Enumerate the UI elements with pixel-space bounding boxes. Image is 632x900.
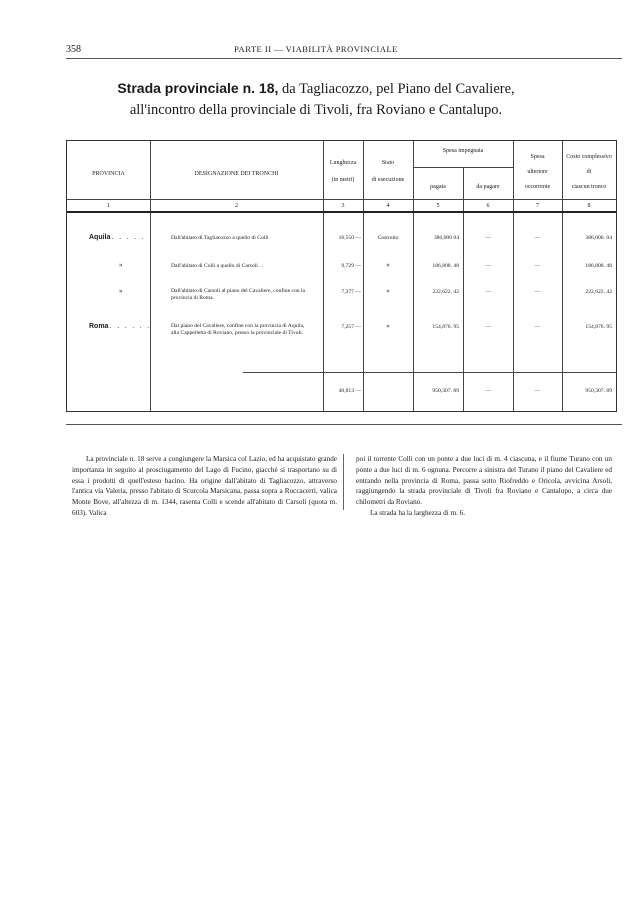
pagata-cell: 222,622. 42: [432, 289, 459, 295]
title-line1: da Tagliacozzo, pel Piano del Cavaliere,: [282, 81, 515, 97]
provincia-name: Aquila: [89, 234, 111, 241]
designazione-cell: Dall'abitato di Tagliacozzo a quello di Colli: [171, 235, 269, 241]
costo-cell: 222,622. 42: [585, 289, 612, 295]
costo-cell: 386,000. 04: [585, 235, 612, 241]
header-provincia: PROVINCIA: [92, 171, 125, 177]
table-row: [89, 323, 151, 331]
designazione-cell: Dall'abitato di Colli a quello di Carsoli . .: [171, 263, 264, 269]
total-da-pagare: —: [485, 388, 491, 394]
header-subrule: [413, 167, 513, 168]
totals-rule: [243, 372, 616, 373]
ulteriore-cell: —: [534, 235, 541, 241]
colnum: 5: [436, 203, 440, 209]
colnum: 4: [386, 203, 390, 209]
da-pagare-cell: —: [485, 289, 491, 295]
text-rule: [66, 424, 622, 425]
pagata-cell: 154,876. 95: [432, 324, 459, 330]
header-costo-l3: ciascun tronco: [571, 184, 607, 190]
header-lunghezza-l2: (in metri): [331, 177, 355, 183]
header-lunghezza: [323, 159, 363, 185]
page-title: [0, 78, 632, 121]
header-rule: [66, 58, 622, 59]
header-stato: [363, 159, 413, 185]
total-ulteriore: —: [534, 388, 541, 394]
header-lunghezza-l1: Lunghezza: [329, 160, 357, 166]
col-divider: [413, 141, 414, 411]
leader-dots: . . . . .: [111, 233, 146, 241]
table-row: [89, 234, 146, 242]
ulteriore-cell: —: [534, 289, 541, 295]
paragraph: La provinciale n. 18 serve a congiungere la Marsica col Lazio, ed ha acquistato grande importanza in seguito al prosciugamento del Lago di Fucino, giacchè si trasportano su di essa i prodotti di quell'esteso bacino. Ha origine dall'abitato di Tagliacozzo, attraverso l'antica via Valeria, presso l'abitato di Scurcola Marsicana, passa sopra a Roccacerri, valica Monte Bove, all'altezza di m. 1344, rasenta Colli e scende all'abitato di Carsoli (quota m. 603). Valica: [72, 455, 337, 517]
stato-ditto: »: [386, 287, 390, 295]
running-head: PARTE II — VIABILITÀ PROVINCIALE: [234, 44, 398, 54]
costo-cell: 186,808. 48: [585, 263, 612, 269]
total-costo: 950,307. 89: [585, 388, 612, 394]
title-line2: all'incontro della provinciale di Tivoli, fra Roviano e Cantalupo.: [129, 102, 503, 118]
col-divider: [150, 141, 151, 411]
costo-cell: 154,876. 95: [585, 324, 612, 330]
provincia-name: Roma: [89, 323, 109, 330]
header-ulteriore-l1: Spesa: [530, 154, 545, 160]
header-rule-bottom: [67, 199, 616, 200]
lunghezza-cell: 7,257 —: [341, 324, 361, 330]
colnum: 8: [587, 203, 591, 209]
lunghezza-cell: 16,550 —: [338, 235, 361, 241]
header-spesa-impegnata: Spesa impegnata: [442, 148, 484, 154]
ditto-mark: »: [119, 287, 123, 295]
ulteriore-cell: —: [534, 324, 541, 330]
leader-dots: . . . . . .: [109, 322, 152, 330]
total-pagata: 950,307. 89: [432, 388, 459, 394]
ulteriore-cell: —: [534, 263, 541, 269]
ditto-mark: »: [119, 261, 123, 269]
da-pagare-cell: —: [485, 263, 491, 269]
da-pagare-cell: —: [485, 324, 491, 330]
pagata-cell: 386,000 04: [433, 235, 459, 241]
colnum: 3: [341, 203, 345, 209]
header-pagata: pagata: [430, 184, 446, 190]
stato-ditto: »: [386, 261, 390, 269]
stato-cell: Costruito: [377, 235, 399, 241]
header-spesa-ulteriore: [513, 153, 562, 192]
lunghezza-cell: 7,277 —: [341, 289, 361, 295]
header-costo-l2: di: [586, 169, 592, 175]
paragraph: poi il torrente Colli con un ponte a due luci di m. 4 ciascuna, e il fiume Turano con un ponte a due luci di m. 6 ognuna. Percorre a sinistra del Turano il piano del Cavaliere ed entrando nella provincia di Roma, passa sotto Riofreddo e Oricola, avvicina Arsoli, raggiungendo la strada provinciale di Tivoli fra Roviano e Cantalupo, a circa due chilometri da Roviano.: [356, 455, 612, 507]
designazione-cell: Dal piano del Cavaliere, confine con la provincia di Aquila, alla Cappelletta di Roviano, presso la provinciale di Tivoli.: [171, 323, 305, 336]
paragraph: La strada ha la larghezza di m. 6.: [370, 508, 466, 517]
header-stato-l2: di esecuzione: [371, 177, 405, 183]
designazione-cell: Dall'abitato di Carsoli al piano del Cavaliere, confine con la provincia di Roma.: [171, 288, 305, 301]
colnum: 7: [536, 203, 539, 209]
header-designazione: DESIGNAZIONE DEI TRONCHI: [194, 171, 279, 177]
header-ulteriore-l2: ulteriore: [527, 169, 548, 175]
colnum: 1: [107, 203, 110, 209]
header-da-pagare: da pagare: [476, 184, 500, 190]
body-text-left: [72, 454, 337, 519]
total-lunghezza: 40,813 —: [338, 388, 361, 394]
header-costo-l1: Costo complessivo: [566, 154, 612, 160]
lunghezza-cell: 9,729 —: [341, 263, 361, 269]
da-pagare-cell: —: [485, 235, 491, 241]
body-text-right: [356, 454, 612, 519]
colnum: 6: [486, 203, 490, 209]
pagata-cell: 186,808. 48: [432, 263, 459, 269]
column-separator: [343, 454, 344, 510]
header-costo: [562, 153, 616, 192]
page-number: 358: [66, 44, 81, 55]
header-ulteriore-l3: occorrente: [524, 184, 551, 190]
title-road-number: Strada provinciale n. 18,: [117, 80, 279, 96]
roads-table: [66, 140, 617, 412]
header-stato-l1: Stato: [381, 160, 395, 166]
stato-ditto: »: [386, 322, 390, 330]
colnum-rule: [67, 211, 616, 213]
colnum: 2: [235, 203, 238, 209]
